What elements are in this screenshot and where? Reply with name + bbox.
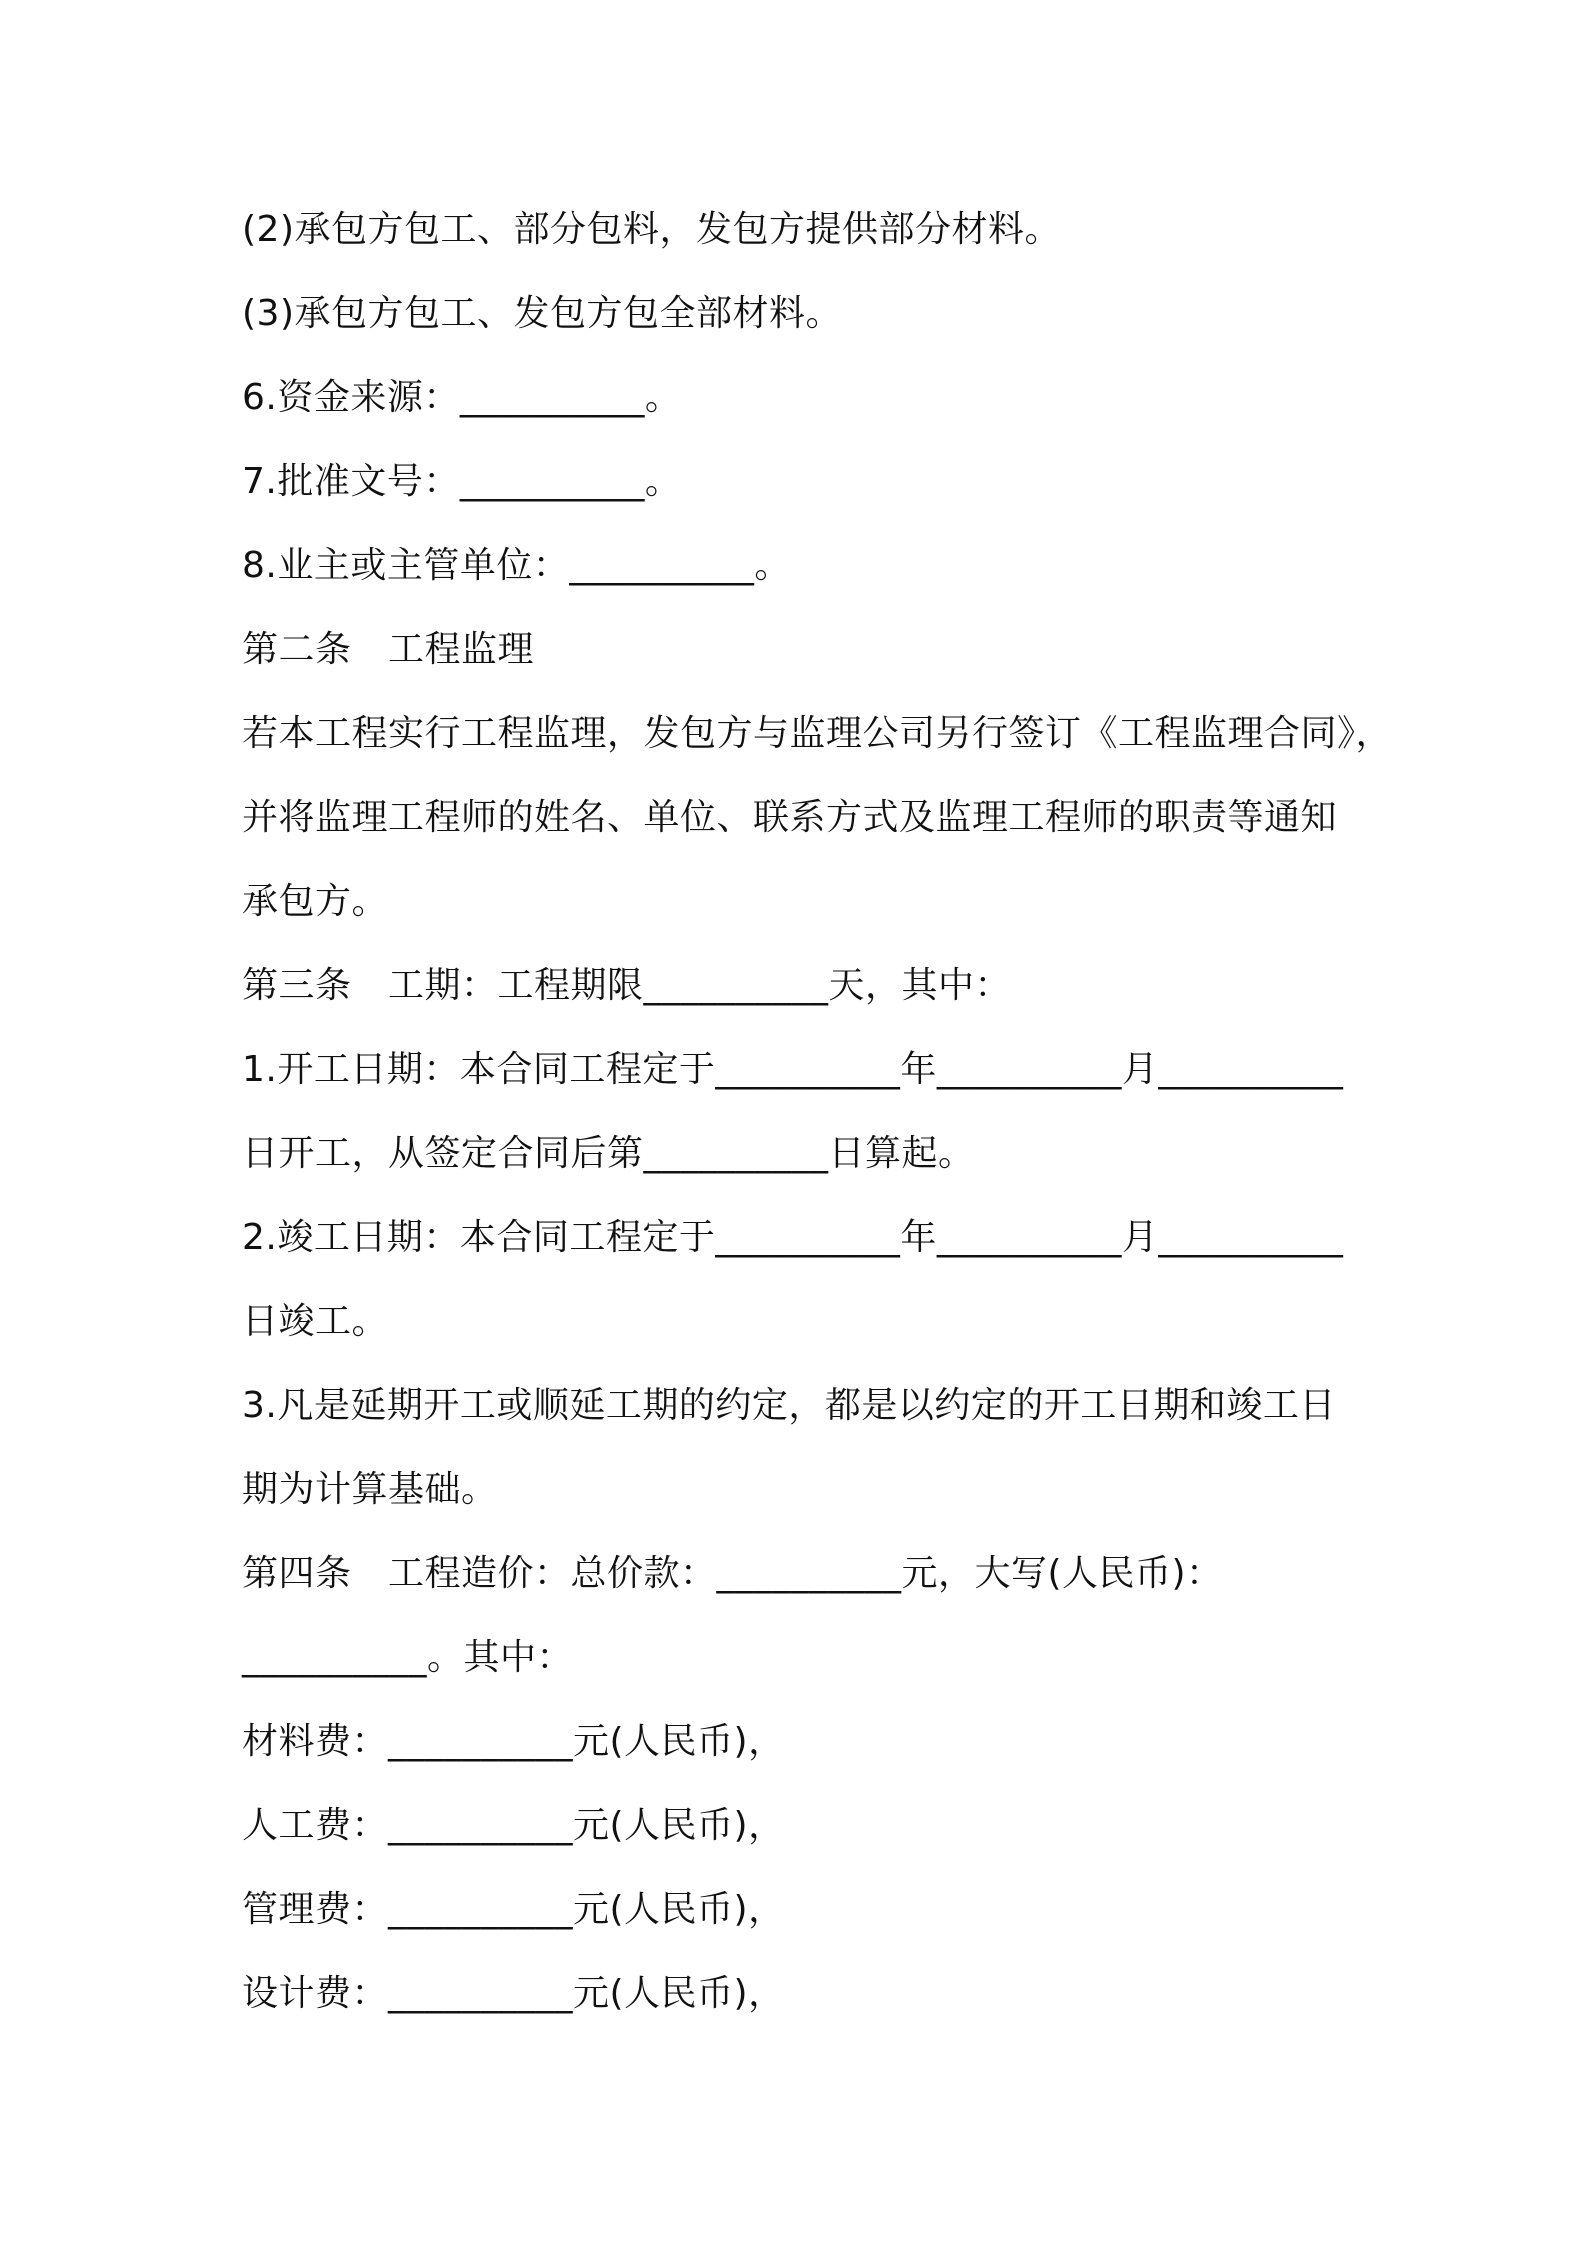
- article-4-continuation: __________。其中：: [242, 1637, 574, 1678]
- article-2-paragraph-line-2: 并将监理工程师的姓名、单位、联系方式及监理工程师的职责等通知: [242, 797, 1338, 838]
- completion-date-line-2: 日竣工。: [242, 1301, 389, 1342]
- article-2-heading: 第二条 工程监理: [242, 629, 535, 670]
- labor-fee-line: 人工费：__________元(人民币)，: [242, 1805, 785, 1846]
- management-fee-line: 管理费：__________元(人民币)，: [242, 1889, 785, 1930]
- article-3-heading: 第三条 工期：工程期限__________天，其中：: [242, 965, 1012, 1006]
- start-date-line-2: 日开工，从签定合同后第__________日算起。: [242, 1133, 975, 1174]
- clause-item-2-partial-materials: (2)承包方包工、部分包料，发包方提供部分材料。: [242, 209, 1061, 250]
- delay-clause-line-1: 3.凡是延期开工或顺延工期的约定，都是以约定的开工日期和竣工日: [242, 1385, 1336, 1426]
- delay-clause-line-2: 期为计算基础。: [242, 1469, 498, 1510]
- start-date-line-1: 1.开工日期：本合同工程定于__________年__________月__________: [242, 1049, 1344, 1090]
- owner-unit-line: 8.业主或主管单位：__________。: [242, 545, 791, 586]
- article-4-heading: 第四条 工程造价：总价款：__________元，大写(人民币)：: [242, 1553, 1223, 1594]
- clause-item-3-all-materials: (3)承包方包工、发包方包全部材料。: [242, 293, 842, 334]
- material-fee-line: 材料费：__________元(人民币)，: [242, 1721, 785, 1762]
- design-fee-line: 设计费：__________元(人民币)，: [242, 1973, 785, 2014]
- article-2-paragraph-line-1: 若本工程实行工程监理，发包方与监理公司另行签订《工程监理合同》，: [242, 713, 1393, 754]
- completion-date-line-1: 2.竣工日期：本合同工程定于__________年__________月__________: [242, 1217, 1344, 1258]
- article-2-paragraph-line-3: 承包方。: [242, 881, 389, 922]
- approval-number-line: 7.批准文号：__________。: [242, 461, 682, 502]
- funding-source-line: 6.资金来源：__________。: [242, 377, 682, 418]
